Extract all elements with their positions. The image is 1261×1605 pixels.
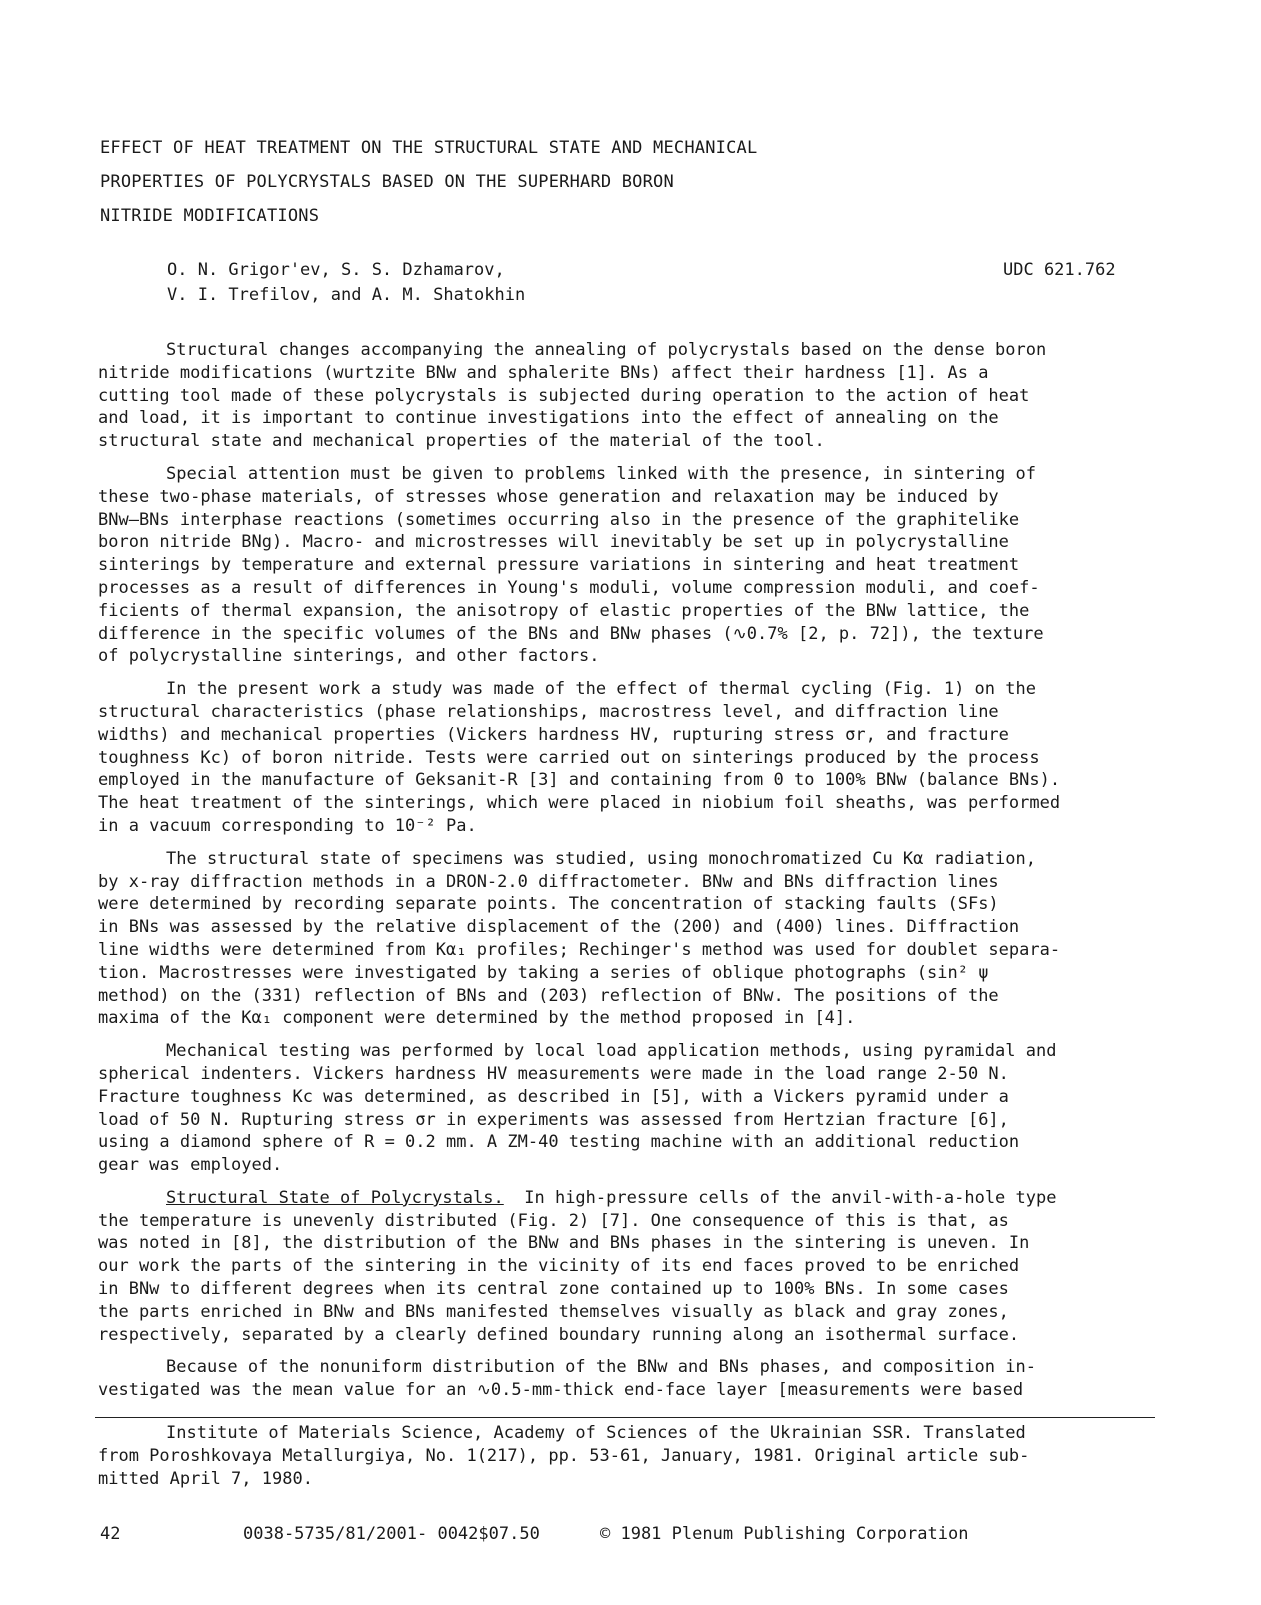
text-line: cutting tool made of these polycrystals is subjected during operation to the action of heat: [98, 385, 1030, 406]
paragraph-5: [98, 1040, 1160, 1177]
text-line: In the present work a study was made of the effect of thermal cycling (Fig. 1) on the: [166, 679, 1036, 700]
text-line: boron nitride BNg). Macro- and microstresses will inevitably be set up in polycrystalline: [98, 532, 1009, 553]
copyright: © 1981 Plenum Publishing Corporation: [600, 1524, 969, 1544]
text-line: our work the parts of the sintering in the vicinity of its end faces proved to be enriched: [98, 1256, 1020, 1277]
text-line: sinterings by temperature and external pressure variations in sintering and heat treatment: [98, 555, 1020, 576]
page-number: 42: [100, 1524, 121, 1544]
author-line: V. I. Trefilov, and A. M. Shatokhin: [167, 285, 526, 305]
text-line: in BNw to different degrees when its central zone contained up to 100% BNs. In some cases: [98, 1279, 1009, 1300]
text-line: the temperature is unevenly distributed (Fig. 2) [7]. One consequence of this is that, as: [98, 1210, 1009, 1231]
text-line: in BNs was assessed by the relative displacement of the (200) and (400) lines. Diffraction: [98, 917, 1020, 938]
footnote-divider: [95, 1417, 1155, 1418]
text-line: of polycrystalline sinterings, and other factors.: [98, 646, 600, 667]
text-line: Fracture toughness Kc was determined, as described in [5], with a Vickers pyramid under a: [98, 1086, 1009, 1107]
footnote-line: from Poroshkovaya Metallurgiya, No. 1(217), pp. 53-61, January, 1981. Original article sub-: [98, 1445, 1030, 1466]
text-line: toughness Kc) of boron nitride. Tests were carried out on sinterings produced by the process: [98, 747, 1040, 768]
title-line: PROPERTIES OF POLYCRYSTALS BASED ON THE SUPERHARD BORON: [100, 172, 674, 192]
text-line: widths) and mechanical properties (Vickers hardness HV, rupturing stress σr, and fracture: [98, 724, 1009, 745]
text-line: tion. Macrostresses were investigated by taking a series of oblique photographs (sin² ψ: [98, 962, 989, 983]
text-line: Because of the nonuniform distribution of the BNw and BNs phases, and composition in-: [166, 1357, 1036, 1378]
paragraph-2: [98, 463, 1160, 668]
text-line: Structural changes accompanying the annealing of polycrystals based on the dense boron: [166, 340, 1047, 360]
authors: [167, 258, 525, 308]
author-line: O. N. Grigor'ev, S. S. Dzhamarov,: [167, 260, 505, 280]
text-line: The structural state of specimens was studied, using monochromatized Cu Kα radiation,: [166, 848, 1036, 869]
text-line: ficients of thermal expansion, the anisotropy of elastic properties of the BNw lattice, the: [98, 600, 1030, 621]
text-line: were determined by recording separate points. The concentration of stacking faults (SFs): [98, 894, 999, 915]
text-line: by x-ray diffraction methods in a DRON-2.0 diffractometer. BNw and BNs diffraction lines: [98, 871, 999, 892]
text-line: spherical indenters. Vickers hardness HV measurements were made in the load range 2-50 N.: [98, 1063, 1009, 1084]
text-line: the parts enriched in BNw and BNs manifested themselves visually as black and gray zones,: [98, 1301, 1009, 1322]
text-line: using a diamond sphere of R = 0.2 mm. A ZM-40 testing machine with an additional reduction: [98, 1132, 1020, 1153]
title-line: NITRIDE MODIFICATIONS: [100, 206, 320, 226]
text-line: and load, it is important to continue investigations into the effect of annealing on the: [98, 408, 999, 429]
text-line: BNw—BNs interphase reactions (sometimes occurring also in the presence of the graphitelike: [98, 509, 1020, 530]
document-code: 0038-5735/81/2001- 0042$07.50: [243, 1524, 540, 1544]
text-line: structural characteristics (phase relationships, macrostress level, and diffraction line: [98, 701, 999, 722]
text-line: Special attention must be given to problems linked with the presence, in sintering of: [166, 463, 1036, 484]
udc-code: UDC 621.762: [1003, 260, 1116, 280]
text-line: nitride modifications (wurtzite BNw and sphalerite BNs) affect their hardness [1]. As a: [98, 362, 989, 383]
text-line: structural state and mechanical properties of the material of the tool.: [98, 431, 825, 452]
text-line: difference in the specific volumes of the BNs and BNw phases (∿0.7% [2, p. 72]), the texture: [98, 623, 1044, 644]
text-line: maxima of the Kα₁ component were determined by the method proposed in [4].: [98, 1008, 856, 1029]
text-line: in a vacuum corresponding to 10⁻² Pa.: [98, 815, 477, 836]
text-line: method) on the (331) reflection of BNs and (203) reflection of BNw. The positions of the: [98, 985, 999, 1006]
paragraph-6: [98, 1187, 1160, 1347]
text-line: [98, 1187, 1160, 1210]
text-line: load of 50 N. Rupturing stress σr in experiments was assessed from Hertzian fracture [6],: [98, 1109, 1009, 1130]
text-line: processes as a result of differences in Young's moduli, volume compression moduli, and coef-: [98, 577, 1040, 598]
text-line: was noted in [8], the distribution of the BNw and BNs phases in the sintering is uneven. In: [98, 1233, 1030, 1254]
text-line: line widths were determined from Kα₁ profiles; Rechinger's method was used for doublet separa-: [98, 939, 1061, 960]
footnote: [98, 1422, 1160, 1490]
paragraph-1: [98, 339, 1160, 453]
article-body: [98, 339, 1160, 1412]
article-title: [100, 131, 1140, 233]
text-line: The heat treatment of the sinterings, which were placed in niobium foil sheaths, was performed: [98, 793, 1061, 814]
footnote-line: mitted April 7, 1980.: [98, 1468, 313, 1489]
paragraph-4: [98, 848, 1160, 1030]
title-line: EFFECT OF HEAT TREATMENT ON THE STRUCTURAL STATE AND MECHANICAL: [100, 138, 758, 158]
text-line: vestigated was the mean value for an ∿0.5-mm-thick end-face layer [measurements were based: [98, 1380, 1024, 1401]
text-span: In high-pressure cells of the anvil-with-a-hole type: [524, 1187, 1057, 1208]
paragraph-3: [98, 678, 1160, 838]
text-line: Mechanical testing was performed by local load application methods, using pyramidal and: [166, 1041, 1057, 1062]
paragraph-7: [98, 1356, 1160, 1402]
text-line: these two-phase materials, of stresses whose generation and relaxation may be induced by: [98, 486, 999, 507]
text-line: employed in the manufacture of Geksanit-R [3] and containing from 0 to 100% BNw (balance BNs).: [98, 770, 1061, 791]
section-heading: Structural State of Polycrystals.: [166, 1187, 504, 1208]
text-line: respectively, separated by a clearly defined boundary running along an isothermal surface.: [98, 1324, 1020, 1345]
footnote-line: Institute of Materials Science, Academy of Sciences of the Ukrainian SSR. Translated: [166, 1423, 1026, 1443]
text-line: gear was employed.: [98, 1155, 283, 1176]
